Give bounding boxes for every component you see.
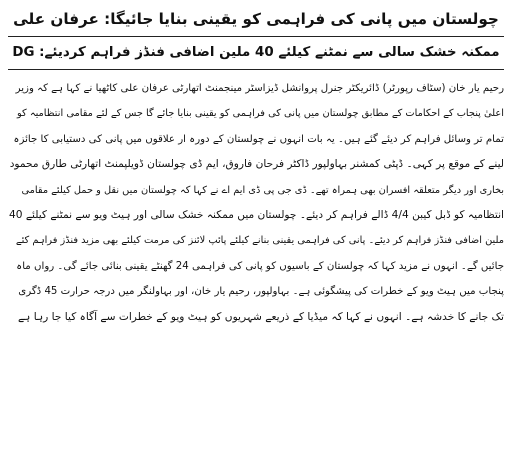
body-line: تک جانے کا خدشہ ہے۔ انہوں نے کہا کہ میڈیا کے ذریعے شہریوں کو ہیٹ ویو کے خطرات سے آگاہ کیا جا رہا ہے [17, 310, 504, 323]
subheadline: ممکنہ خشک سالی سے نمٹنے کیلئے 40 ملین اضافی فنڈز فراہم کردیئے: DG [12, 45, 500, 60]
headline: چولستان میں پانی کی فراہمی کو یقینی بنایا جائیگا: عرفان علی [13, 10, 499, 28]
body-line: بخاری اور دیگر متعلقہ افسران بھی ہمراہ تھے۔ ڈی جی پی ڈی ایم اے نے کہا کہ چولستان میں نقل و حمل کیلئے مقامی [21, 184, 504, 196]
divider-top [8, 36, 504, 37]
article-body [8, 76, 504, 330]
divider-bottom [8, 69, 504, 70]
body-line: رحیم یار خان (سٹاف رپورٹر) ڈائریکٹر جنرل پروانشل ڈیزاسٹر مینجمنٹ اتھارٹی عرفان علی کاٹھیا نے کہا ہے کہ وزیر [15, 83, 504, 94]
body-line: جائیں گے۔ انہوں نے مزید کہا کہ چولستان کے باسیوں کو پانی کی فراہمی 24 گھنٹے یقینی بنائی جائے گی۔ رواں ماہ [16, 260, 504, 272]
body-line: پنجاب میں ہیٹ ویو کے خطرات کی پیشگوئی ہے۔ بہاولپور، رحیم یار خان، اور بہاولنگر میں درجہ حرارت 45 ڈگری [18, 286, 504, 298]
body-line: لینے کے موقع پر کہی۔ ڈپٹی کمشنر بہاولپور ڈاکٹر فرحان فاروق، ایم ڈی چولستان ڈویلپمنٹ اتھارٹی طارق محمود [9, 158, 504, 171]
body-line: اعلیٰ پنجاب کے احکامات کے مطابق چولستان میں پانی کی فراہمی کو یقینی بنایا جائے گا جس کے لئے مقامی انتظامیہ کو [17, 108, 504, 120]
body-line: تمام تر وسائل فراہم کر دیئے گئے ہیں۔ یہ بات انہوں نے چولستان کے دورہ ار علاقوں میں پانی کی دستیابی کا جائزہ [13, 133, 504, 145]
body-line: انتظامیہ کو ڈبل کیبن 4/4 ڈالے فراہم کر دیئے۔ چولستان میں ممکنہ خشک سالی اور ہیٹ ویو سے نمٹنے کیلئے 40 [8, 208, 504, 221]
body-line: ملین اضافی فنڈز فراہم کر دیئے۔ پانی کی فراہمی یقینی بنانے کیلئے پائپ لائنز کی مرمت کیلئے بھی مزید فنڈز فراہم کئے [15, 235, 504, 247]
